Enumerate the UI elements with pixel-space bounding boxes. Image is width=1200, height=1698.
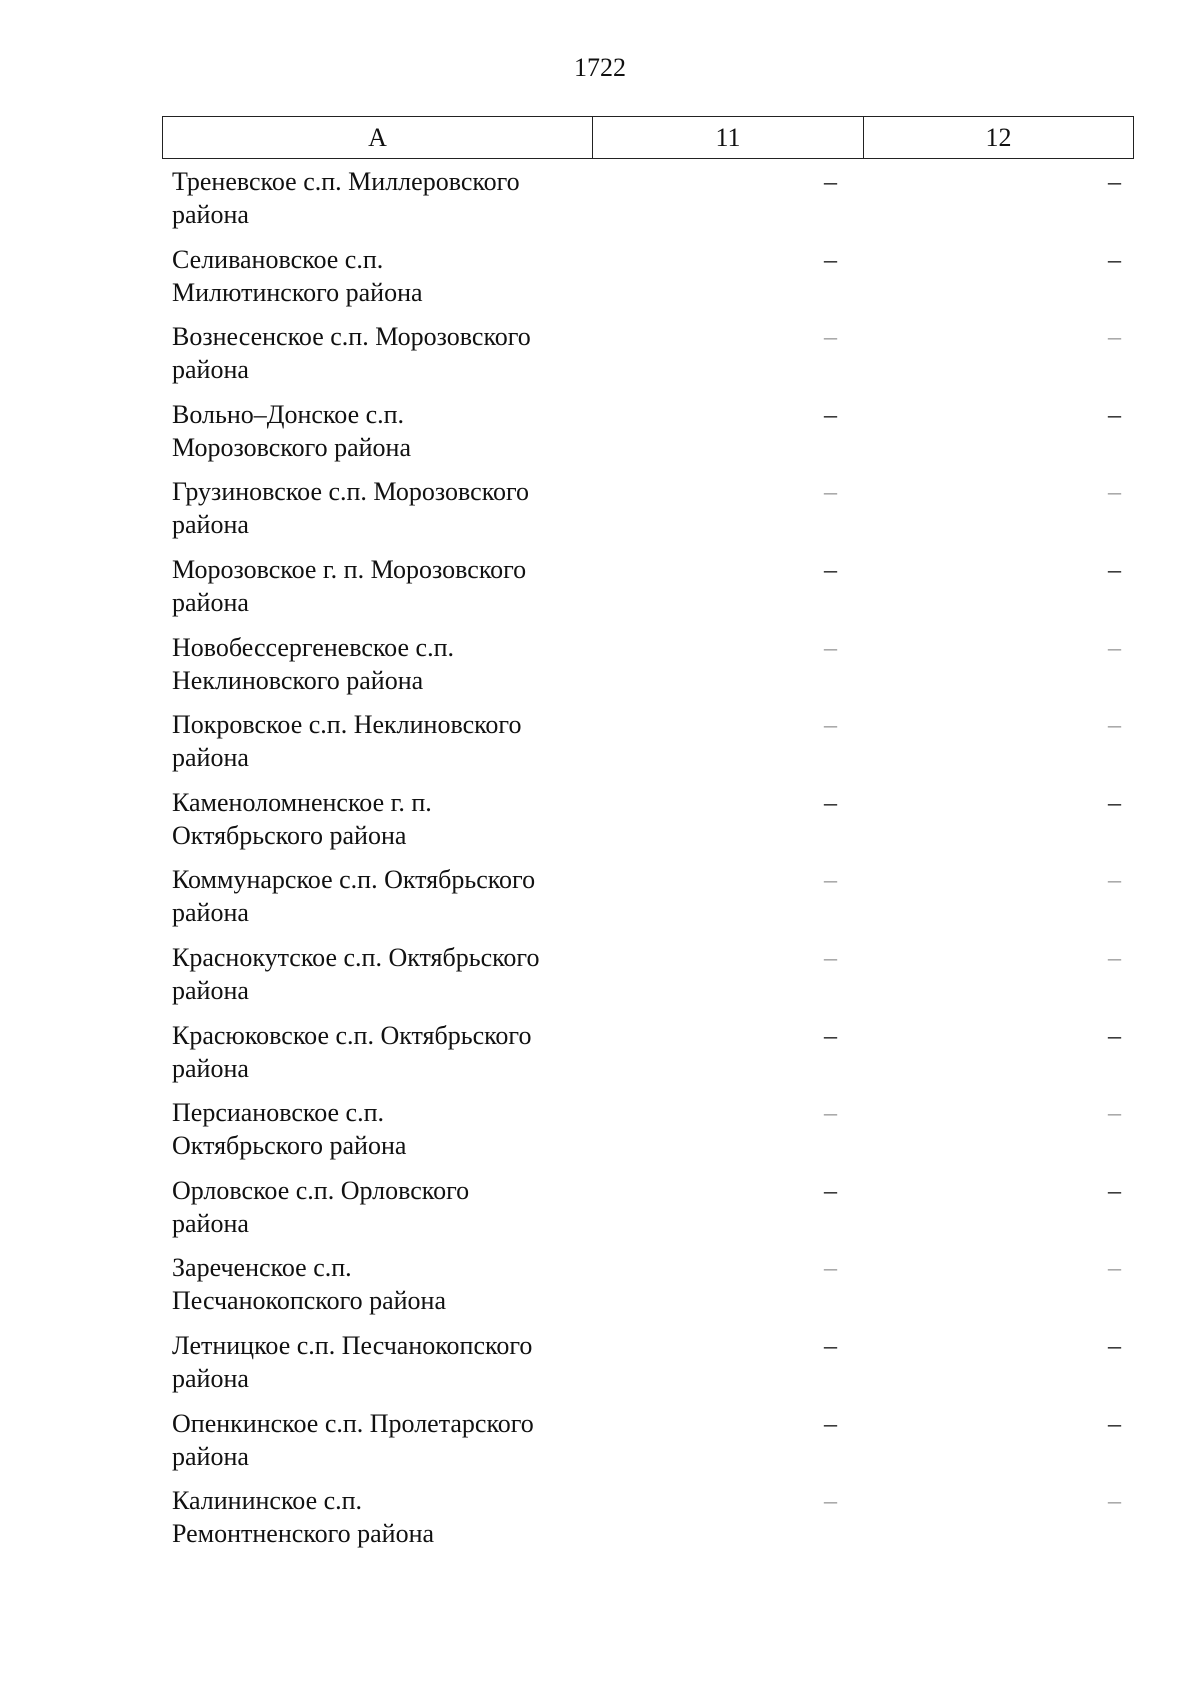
value-col-11: – [824, 554, 837, 584]
settlement-name: Персиановское с.п. Октябрьского района [172, 1098, 407, 1161]
value-col-11: – [824, 865, 837, 895]
settlement-name: Каменоломненское г. п. Октябрьского района [172, 787, 432, 850]
value-col-12: – [1108, 322, 1121, 352]
table-row [162, 1096, 1134, 1174]
value-col-11: – [824, 710, 837, 740]
table-row [162, 553, 1134, 631]
value-col-12: – [1108, 1486, 1121, 1516]
value-col-12: – [1108, 554, 1121, 584]
table-row [162, 1019, 1134, 1097]
value-col-11: – [824, 1408, 837, 1438]
value-col-11: – [824, 477, 837, 507]
value-col-12: – [1108, 1330, 1121, 1360]
value-col-11: – [824, 1098, 837, 1128]
table-header [162, 116, 1134, 159]
settlement-name: Зареченское с.п. Песчанокопского района [172, 1253, 447, 1316]
settlement-name: Красюковское с.п. Октябрьского района [172, 1020, 532, 1083]
value-col-11: – [824, 399, 837, 429]
value-col-12: – [1108, 710, 1121, 740]
table-row [162, 1484, 1134, 1562]
value-col-11: – [824, 787, 837, 817]
settlement-name: Вознесенское с.п. Морозовского района [172, 322, 531, 385]
settlement-name: Летницкое с.п. Песчанокопского района [172, 1330, 533, 1393]
value-col-12: – [1108, 399, 1121, 429]
settlement-name: Опенкинское с.п. Пролетарского района [172, 1408, 534, 1471]
settlement-name: Калининское с.п. Ремонтненского района [172, 1486, 435, 1549]
value-col-11: – [824, 1330, 837, 1360]
value-col-12: – [1108, 1408, 1121, 1438]
settlement-name: Орловское с.п. Орловского района [172, 1175, 470, 1238]
page-number: 1722 [574, 53, 626, 82]
table-row [162, 475, 1134, 553]
settlement-name: Треневское с.п. Миллеровского района [172, 167, 520, 229]
table-row [162, 1251, 1134, 1329]
settlement-name: Краснокутское с.п. Октябрьского района [172, 942, 540, 1005]
value-col-11: – [824, 1486, 837, 1516]
settlement-name: Морозовское г. п. Морозовского района [172, 554, 527, 617]
value-col-11: – [824, 244, 837, 274]
value-col-12: – [1108, 1253, 1121, 1283]
settlement-name: Селивановское с.п. Милютинского района [172, 244, 423, 307]
header-col-a: А [163, 117, 593, 158]
settlement-name: Новобессергеневское с.п. Неклиновского района [172, 632, 454, 695]
value-col-11: – [824, 1253, 837, 1283]
table-body [162, 165, 1134, 1562]
table-row [162, 786, 1134, 864]
value-col-12: – [1108, 787, 1121, 817]
value-col-11: – [824, 942, 837, 972]
table-row [162, 941, 1134, 1019]
value-col-12: – [1108, 477, 1121, 507]
table-row [162, 1329, 1134, 1407]
value-col-12: – [1108, 1098, 1121, 1128]
header-col-11: 11 [593, 117, 864, 158]
value-col-11: – [824, 1020, 837, 1050]
settlement-name: Вольно–Донское с.п. Морозовского района [172, 399, 411, 462]
value-col-11: – [824, 1175, 837, 1205]
header-col-12: 12 [985, 122, 1012, 152]
value-col-12: – [1108, 1175, 1121, 1205]
value-col-11: – [824, 322, 837, 352]
value-col-12: – [1108, 244, 1121, 274]
table-row [162, 165, 1134, 243]
settlement-name: Покровское с.п. Неклиновского района [172, 710, 522, 773]
value-col-12: – [1108, 167, 1121, 196]
table-row [162, 631, 1134, 709]
table-row [162, 1407, 1134, 1485]
table-row [162, 243, 1134, 321]
value-col-12: – [1108, 632, 1121, 662]
value-col-12: – [1108, 1020, 1121, 1050]
value-col-11: – [824, 167, 837, 196]
table-row [162, 863, 1134, 941]
table-row [162, 1174, 1134, 1252]
value-col-12: – [1108, 865, 1121, 895]
table-row [162, 708, 1134, 786]
settlement-name: Грузиновское с.п. Морозовского района [172, 477, 530, 540]
table-row [162, 320, 1134, 398]
table-row [162, 398, 1134, 476]
value-col-12: – [1108, 942, 1121, 972]
value-col-11: – [824, 632, 837, 662]
settlement-name: Коммунарское с.п. Октябрьского района [172, 865, 536, 928]
